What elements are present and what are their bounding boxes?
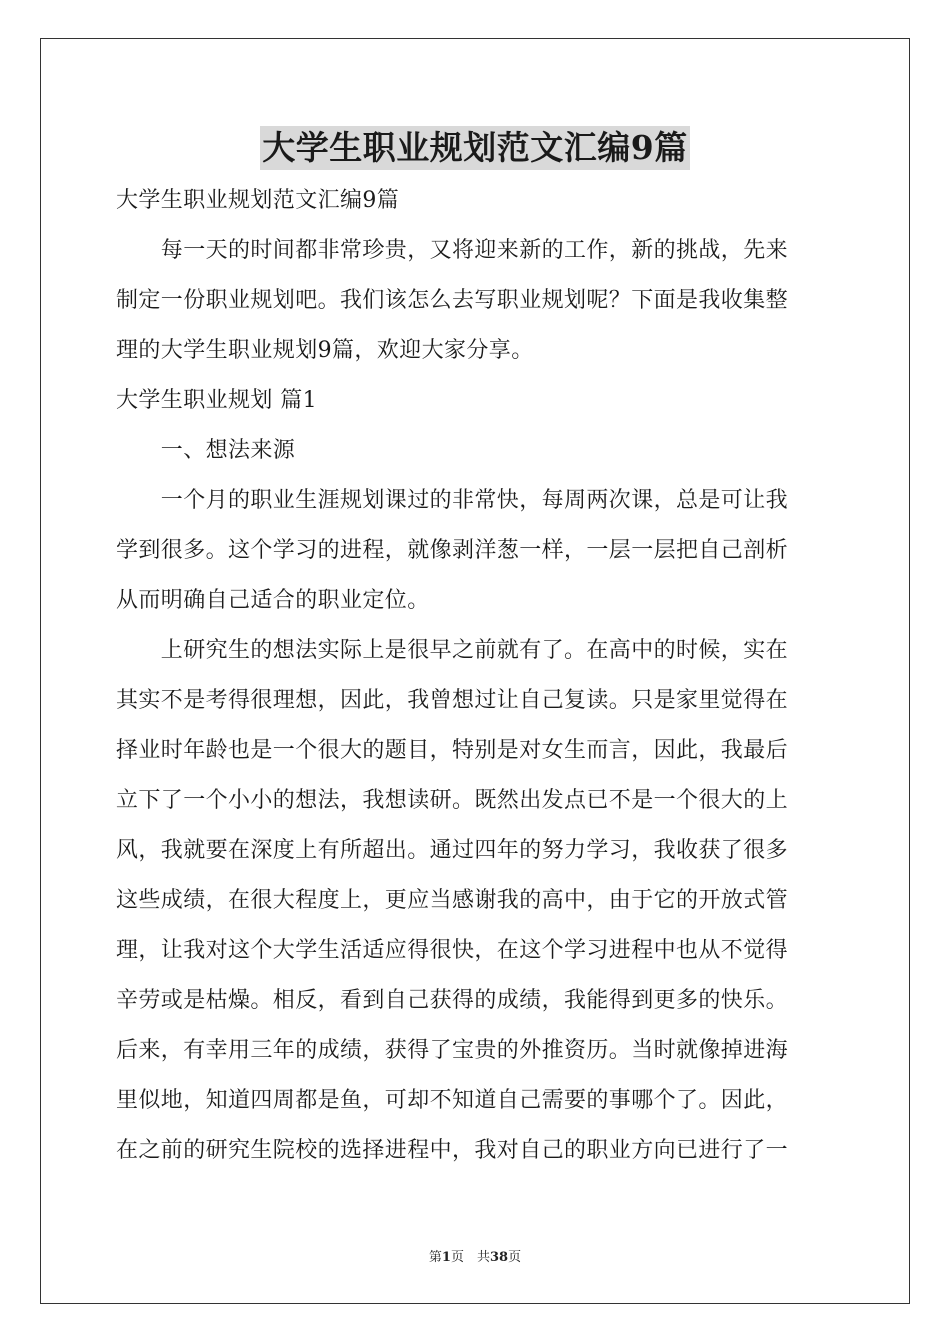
subsection-heading: 一、想法来源: [116, 438, 296, 463]
text-line: 每一天的时间都非常珍贵，又将迎来新的工作，新的挑战，先来: [116, 238, 789, 263]
text-line: 大学生职业规划范文汇编9篇: [116, 188, 400, 213]
text-line: 后来，有幸用三年的成绩，获得了宝贵的外推资历。当时就像掉进海: [116, 1038, 789, 1063]
footer-prefix: 第: [428, 1250, 442, 1265]
section-heading: 大学生职业规划 篇1: [116, 388, 317, 413]
document-body: [116, 176, 836, 1176]
text-line: 从而明确自己适合的职业定位。: [116, 588, 430, 613]
current-page-number: 1: [441, 1250, 451, 1265]
text-line: 理，让我对这个大学生活适应得很快，在这个学习进程中也从不觉得: [116, 938, 789, 963]
text-line: 风，我就要在深度上有所超出。通过四年的努力学习，我收获了很多: [116, 838, 789, 863]
text-line: 这些成绩，在很大程度上，更应当感谢我的高中，由于它的开放式管: [116, 888, 789, 913]
text-line: 学到很多。这个学习的进程，就像剥洋葱一样，一层一层把自己剖析: [116, 538, 789, 563]
text-line: 上研究生的想法实际上是很早之前就有了。在高中的时候，实在: [116, 638, 789, 663]
title-container: [0, 126, 950, 170]
text-line: 其实不是考得很理想，因此，我曾想过让自己复读。只是家里觉得在: [116, 688, 789, 713]
total-page-number: 38: [489, 1250, 509, 1265]
text-line: 制定一份职业规划吧。我们该怎么去写职业规划呢？下面是我收集整: [116, 288, 789, 313]
text-line: 辛劳或是枯燥。相反，看到自己获得的成绩，我能得到更多的快乐。: [116, 988, 789, 1013]
document-title: 大学生职业规划范文汇编9篇: [260, 126, 689, 170]
text-line: 理的大学生职业规划9篇，欢迎大家分享。: [116, 338, 534, 363]
text-line: 择业时年龄也是一个很大的题目，特别是对女生而言，因此，我最后: [116, 738, 789, 763]
text-line: 一个月的职业生涯规划课过的非常快，每周两次课，总是可让我: [116, 488, 789, 513]
text-line: 在之前的研究生院校的选择进程中，我对自己的职业方向已进行了一: [116, 1138, 789, 1163]
text-line: 里似地，知道四周都是鱼，可却不知道自己需要的事哪个了。因此，: [116, 1088, 789, 1113]
footer-mid: 页 共: [450, 1250, 490, 1265]
page-footer: [0, 1246, 950, 1265]
footer-suffix: 页: [508, 1250, 522, 1265]
text-line: 立下了一个小小的想法，我想读研。既然出发点已不是一个很大的上: [116, 788, 789, 813]
